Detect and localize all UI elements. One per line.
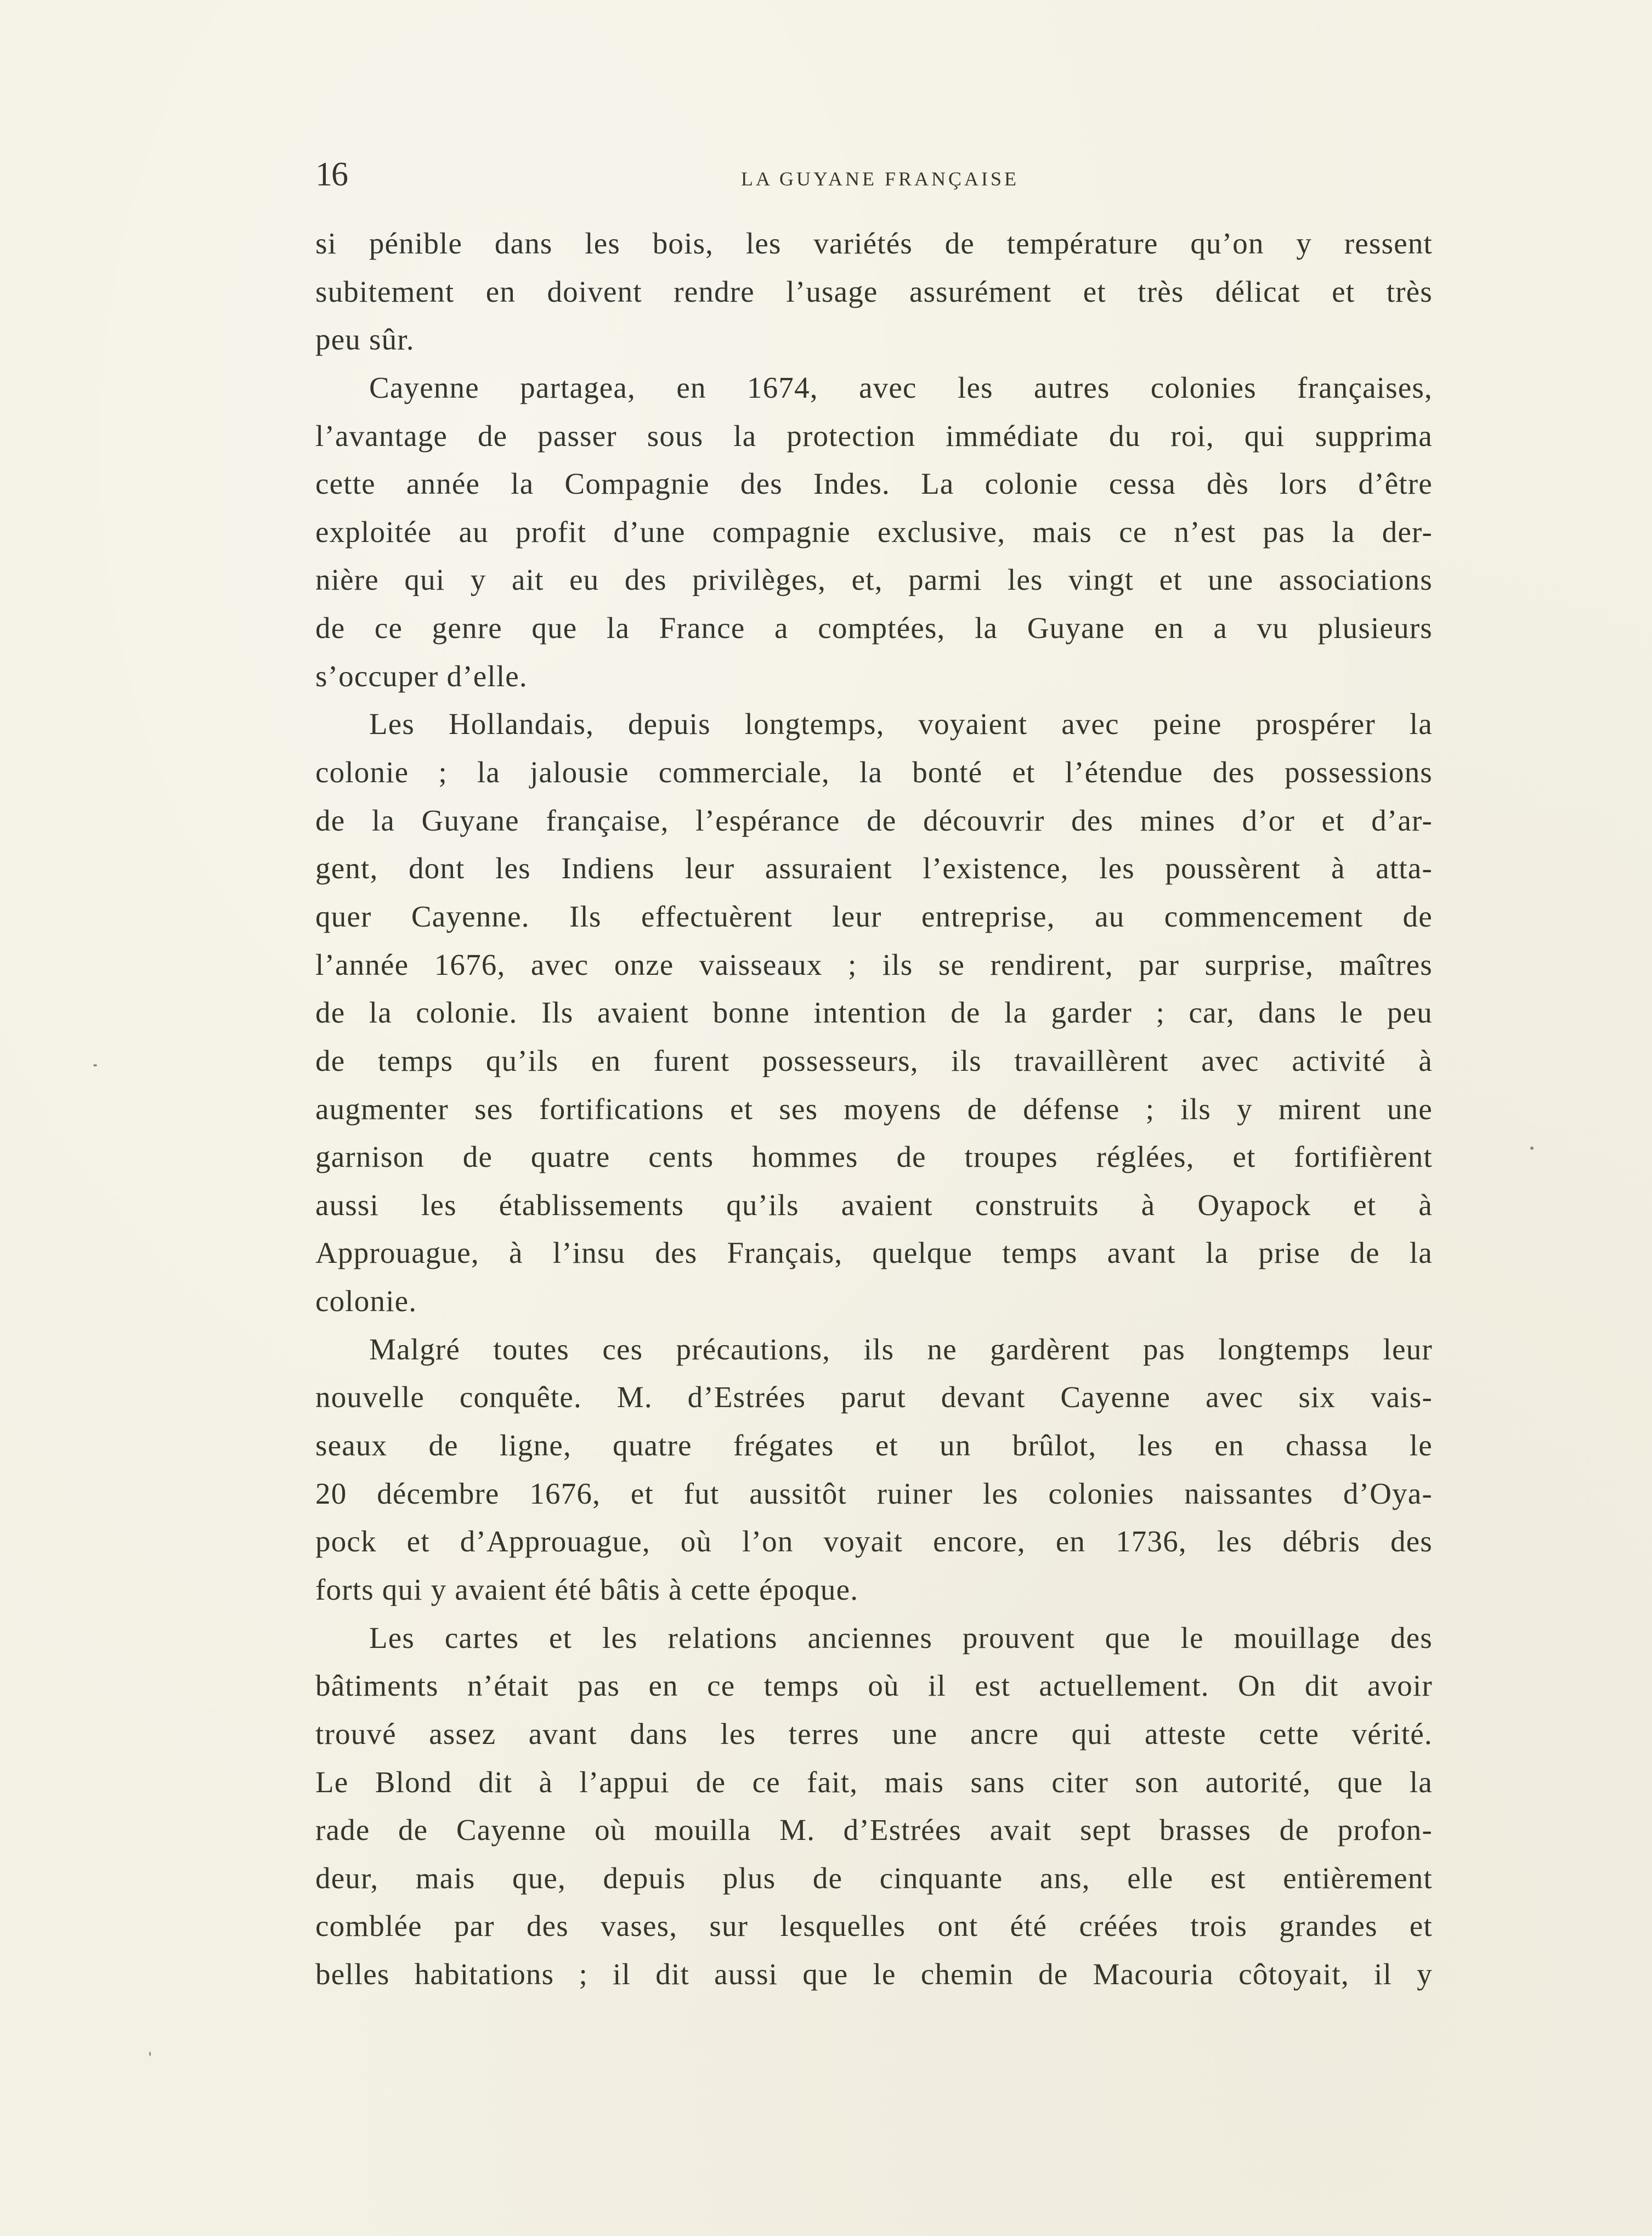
paragraph	[315, 1614, 1433, 1998]
text-line: Approuague, à l’insu des Français, quelque temps avant la prise de la	[315, 1236, 1433, 1270]
text-line: quer Cayenne. Ils effectuèrent leur entreprise, au commencement de	[315, 899, 1433, 933]
paragraph	[315, 219, 1433, 364]
text-line: Les Hollandais, depuis longtemps, voyaient avec peine prospérer la	[369, 707, 1433, 741]
paper-speck	[93, 1064, 97, 1066]
text-line: s’occuper d’elle.	[315, 659, 528, 693]
paragraph	[315, 364, 1433, 700]
text-line: de ce genre que la France a comptées, la Guyane en a vu plusieurs	[315, 611, 1433, 645]
text-line: bâtiments n’était pas en ce temps où il est actuellement. On dit avoir	[315, 1669, 1433, 1703]
text-line: subitement en doivent rendre l’usage assurément et très délicat et très	[315, 274, 1433, 308]
text-line: Cayenne partagea, en 1674, avec les autres colonies françaises,	[369, 370, 1433, 404]
text-line: cette année la Compagnie des Indes. La colonie cessa dès lors d’être	[315, 467, 1433, 501]
text-line: colonie ; la jalousie commerciale, la bonté et l’étendue des possessions	[315, 755, 1433, 789]
text-line: Le Blond dit à l’appui de ce fait, mais sans citer son autorité, que la	[315, 1765, 1433, 1799]
text-line: pock et d’Approuague, où l’on voyait encore, en 1736, les débris des	[315, 1524, 1433, 1559]
text-line: exploitée au profit d’une compagnie exclusive, mais ce n’est pas la der-	[315, 515, 1433, 549]
text-line: aussi les établissements qu’ils avaient construits à Oyapock et à	[315, 1188, 1433, 1222]
text-line: seaux de ligne, quatre frégates et un brûlot, les en chassa le	[315, 1428, 1433, 1463]
text-line: gent, dont les Indiens leur assuraient l’existence, les poussèrent à atta-	[315, 851, 1433, 885]
text-line: trouvé assez avant dans les terres une ancre qui atteste cette vérité.	[315, 1716, 1433, 1751]
text-line: peu sûr.	[315, 323, 415, 357]
text-line: comblée par des vases, sur lesquelles ont été créées trois grandes et	[315, 1909, 1433, 1943]
running-head	[315, 157, 1433, 192]
text-line: 20 décembre 1676, et fut aussitôt ruiner les colonies naissantes d’Oya-	[315, 1476, 1433, 1510]
text-line: l’année 1676, avec onze vaisseaux ; ils se rendirent, par surprise, maîtres	[315, 947, 1433, 981]
text-line: garnison de quatre cents hommes de troupes réglées, et fortifièrent	[315, 1140, 1433, 1174]
text-line: belles habitations ; il dit aussi que le chemin de Macouria côtoyait, il y	[315, 1957, 1433, 1991]
paper-speck	[149, 2052, 151, 2056]
text-line: Les cartes et les relations anciennes prouvent que le mouillage des	[369, 1620, 1433, 1655]
text-line: deur, mais que, depuis plus de cinquante ans, elle est entièrement	[315, 1861, 1433, 1895]
text-line: forts qui y avaient été bâtis à cette époque.	[315, 1572, 859, 1606]
text-line: colonie.	[315, 1284, 417, 1318]
text-line: de la Guyane française, l’espérance de découvrir des mines d’or et d’ar-	[315, 803, 1433, 837]
body-text	[315, 219, 1433, 1998]
text-line: de temps qu’ils en furent possesseurs, ils travaillèrent avec activité à	[315, 1043, 1433, 1077]
text-line: nière qui y ait eu des privilèges, et, parmi les vingt et une associations	[315, 563, 1433, 597]
text-line: Malgré toutes ces précautions, ils ne gardèrent pas longtemps leur	[369, 1332, 1433, 1366]
paper-speck	[1530, 1147, 1534, 1150]
text-line: rade de Cayenne où mouilla M. d’Estrées avait sept brasses de profon-	[315, 1813, 1433, 1847]
paragraph	[315, 1325, 1433, 1614]
text-line: augmenter ses fortifications et ses moyens de défense ; ils y mirent une	[315, 1092, 1433, 1126]
text-line: nouvelle conquête. M. d’Estrées parut devant Cayenne avec six vais-	[315, 1380, 1433, 1414]
text-line: l’avantage de passer sous la protection immédiate du roi, qui supprima	[315, 419, 1433, 453]
page-number: 16	[315, 156, 347, 193]
text-line: si pénible dans les bois, les variétés de température qu’on y ressent	[315, 227, 1433, 260]
text-line: de la colonie. Ils avaient bonne intention de la garder ; car, dans le peu	[315, 996, 1433, 1030]
running-title: LA GUYANE FRANÇAISE	[740, 168, 1020, 190]
paragraph	[315, 700, 1433, 1325]
